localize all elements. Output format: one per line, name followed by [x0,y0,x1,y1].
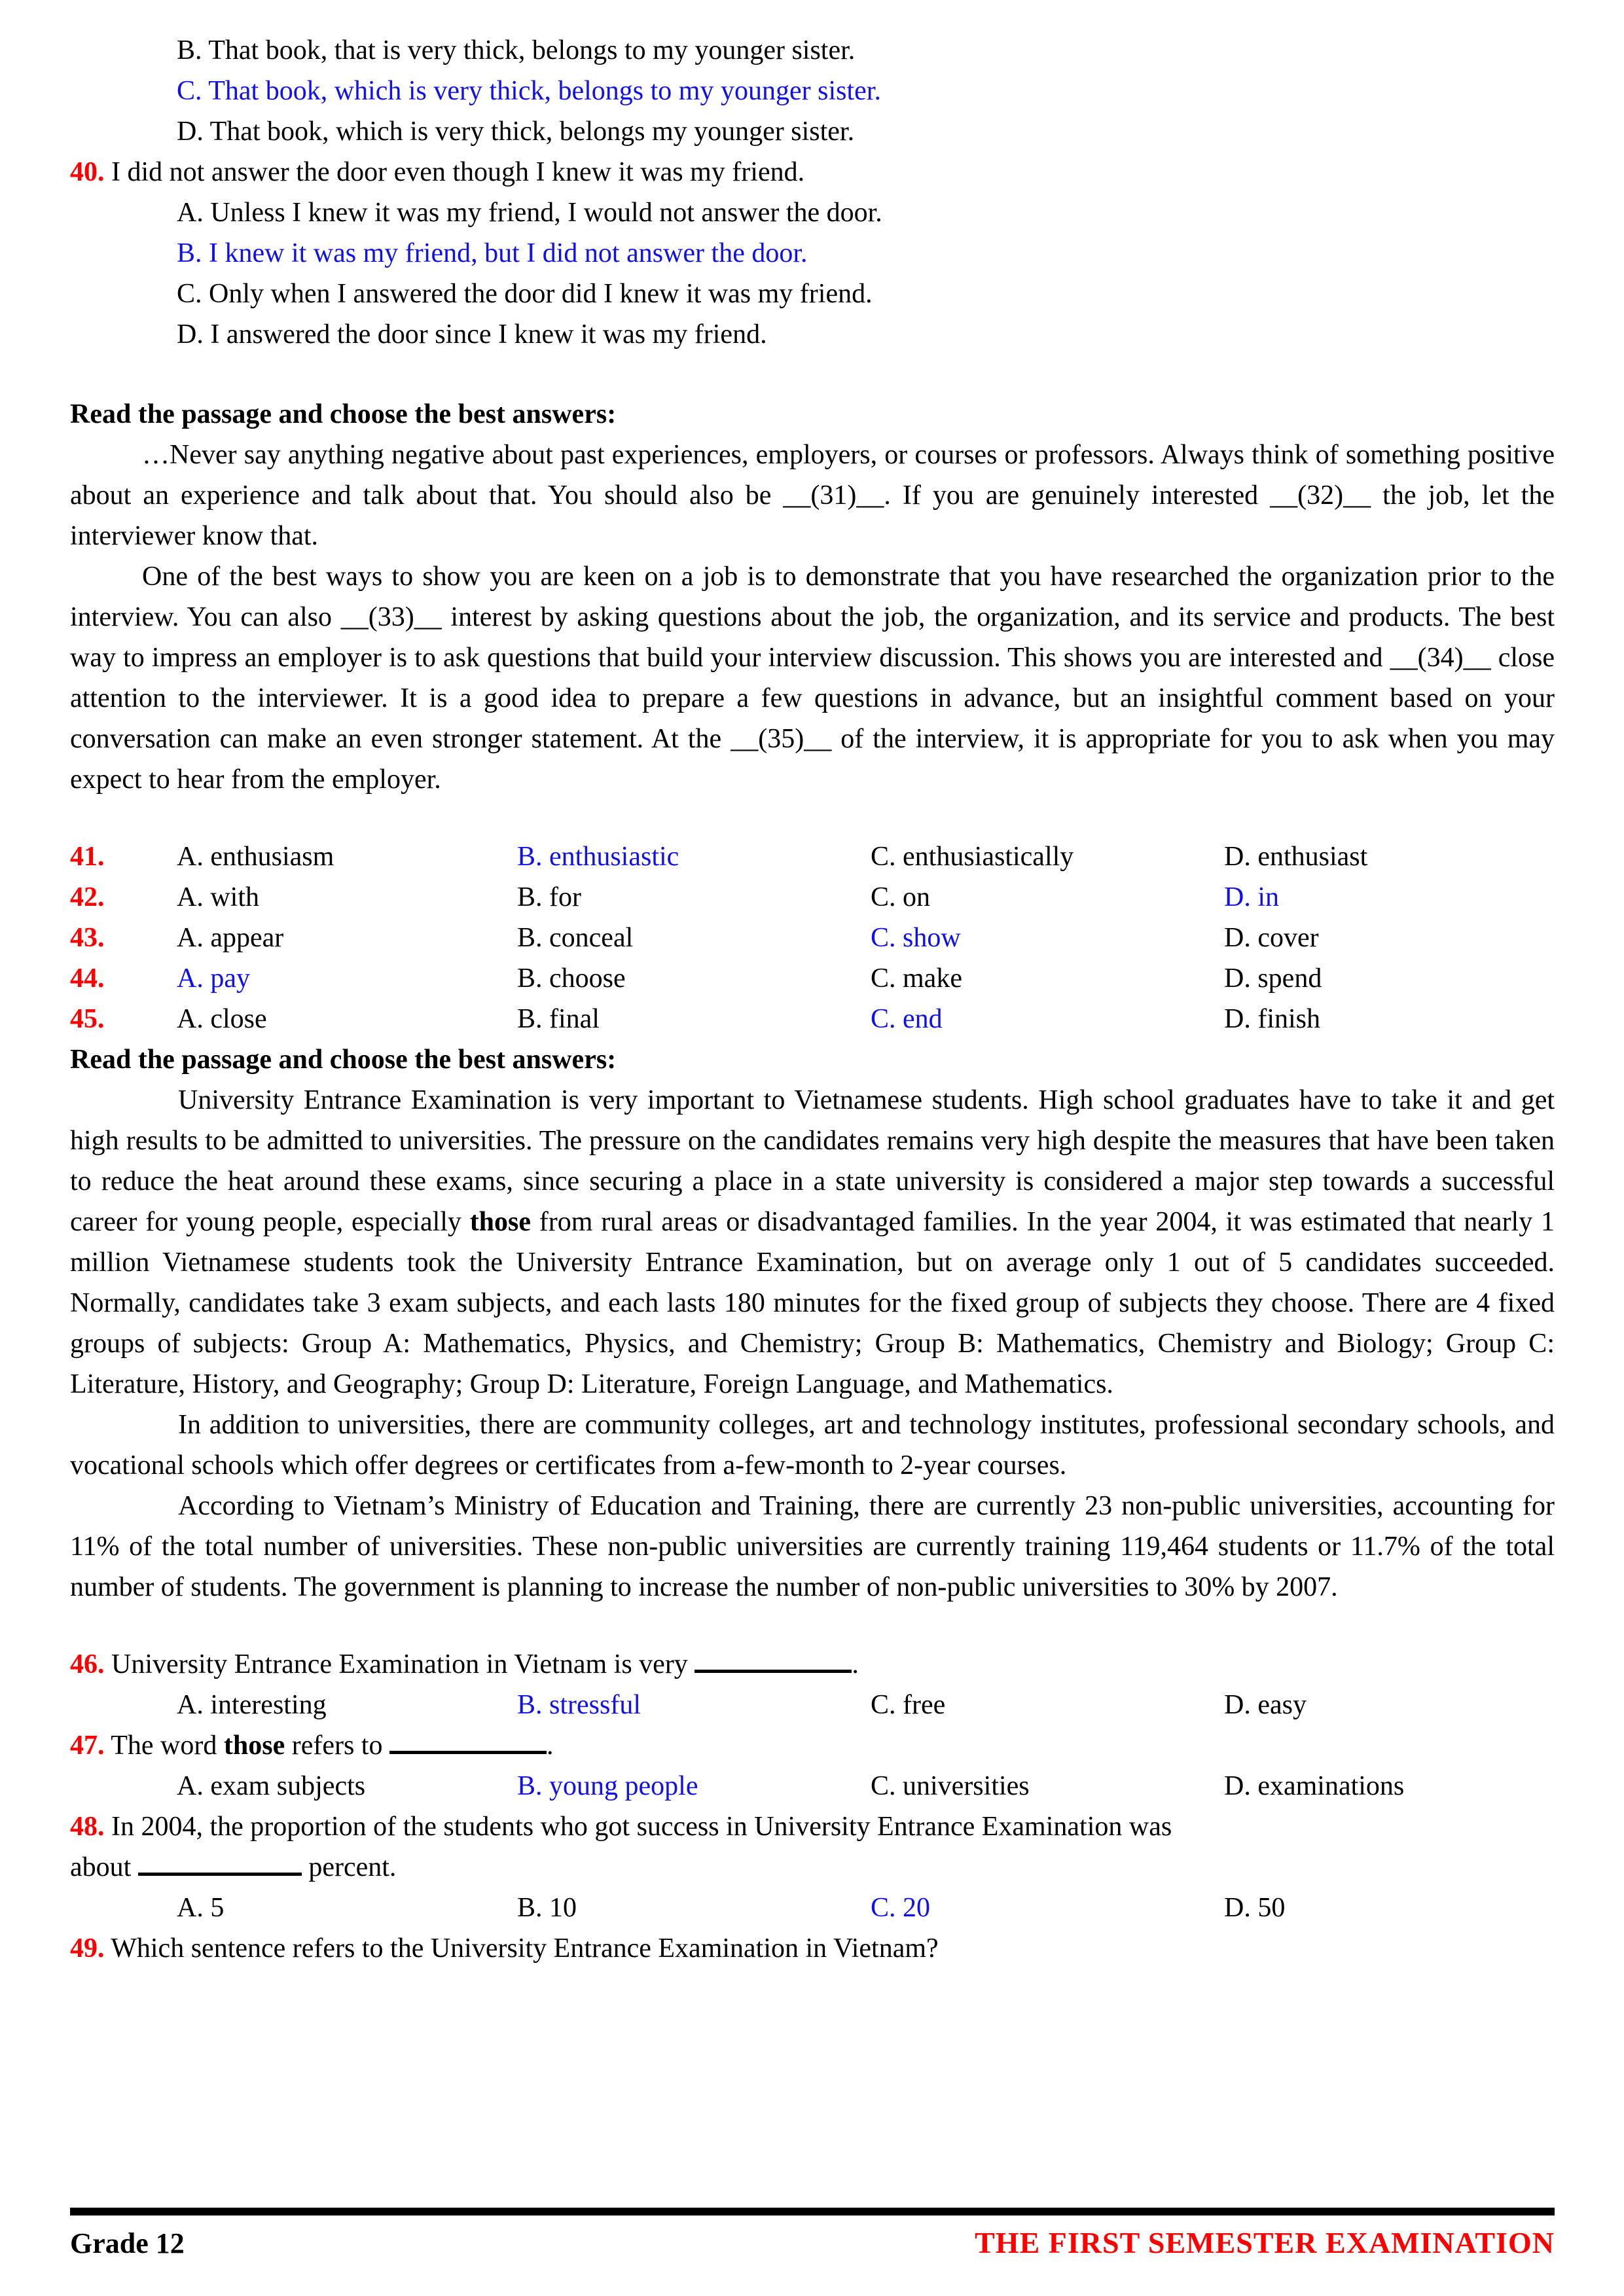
reading1-paragraph-2: One of the best ways to show you are keen on a job is to demonstrate that you have researched the organization prior to the interview. You can also __(33)__ interest by asking questions about the job, the organization, and its service and products. The best way to impress an employer is to ask questions that build your interview discussion. This shows you are interested and __(34)__ close attention to the interviewer. It is a good idea to prepare a few questions in advance, but an insightful comment based on your conversation can make an even stronger statement. At the __(35)__ of the interview, it is appropriate for you to ask when you may expect to hear from the employer. [70,562,1555,795]
reading2-paragraph-3: According to Vietnam’s Ministry of Education and Training, there are currently 23 non-public universities, accounting for 11% of the total number of universities. These non-public universities are currently training 119,464 students or 11.7% of the total number of students. The government is planning to increase the number of non-public universities to 30% by 2007. [70,1491,1555,1602]
question-number: 44. [70,963,105,994]
answer-option: C. Only when I answered the door did I knew it was my friend. [177,279,873,309]
mc-question-row [70,958,1555,999]
q46-options-row [177,1685,1555,1725]
question-text: In 2004, the proportion of the students who got success in University Entrance Examination was [111,1812,1172,1842]
question-number: 45. [70,1004,105,1034]
answer-option: B. for [517,882,581,912]
question-48 [70,1806,1555,1888]
answer-option: A. enthusiasm [177,842,334,872]
answer-option: D. in [1224,882,1279,912]
answer-option: C. end [871,1004,943,1034]
answer-option: C. make [871,963,962,994]
reading2-paragraph-1 [70,1080,1555,1405]
answer-option: B. enthusiastic [517,842,679,872]
q47-options-row [177,1766,1555,1806]
answer-option: C. That book, which is very thick, belongs to my younger sister. [177,76,881,106]
answer-option: D. spend [1224,963,1322,994]
answer-option: A. pay [177,963,250,994]
question-text: refers to [285,1731,389,1761]
answer-option: B. I knew it was my friend, but I did not answer the door. [177,238,808,268]
question-number: 43. [70,923,105,953]
question-number: 48. [70,1812,105,1842]
question-text: about [70,1852,138,1882]
questions-41-45 [70,836,1555,1039]
answer-option: C. universities [871,1771,1030,1801]
q48-options-row [177,1888,1555,1928]
answer-option: C. show [871,923,961,953]
question-number: 49. [70,1933,105,1964]
answer-option: B. final [517,1004,600,1034]
question-46 [70,1644,1555,1685]
question-number: 42. [70,882,105,912]
answer-option: C. free [871,1690,946,1720]
reading2-paragraph-2: In addition to universities, there are community colleges, art and technology institutes, professional secondary schools, and vocational schools which offer degrees or certificates from a-few-month to 2-year courses. [70,1410,1555,1480]
question-number: 40. [70,157,105,187]
passage-text: from rural areas or disadvantaged families. In the year 2004, it was estimated that nearly 1 million Vietnamese students took the University Entrance Examination, but on average only 1 out of 5 candidates succeeded. Normally, candidates take 3 exam subjects, and each lasts 180 minutes for the fixed group of subjects they choose. There are 4 fixed groups of subjects: Group A: Mathematics, Physics, and Chemistry; Group B: Mathematics, Chemistry and Biology; Group C: Literature, History, and Geography; Group D: Literature, Foreign Language, and Mathematics. [70,1207,1555,1399]
question-text: . [546,1731,554,1761]
question-text: percent. [301,1852,397,1882]
mc-question-row [70,877,1555,918]
answer-option: B. stressful [517,1690,641,1720]
answer-option: D. I answered the door since I knew it was my friend. [177,319,767,350]
question-40 [70,152,1555,192]
page-footer [70,2223,1555,2264]
bold-word-those: those [223,1731,285,1761]
question-number: 46. [70,1649,105,1679]
answer-option: D. That book, which is very thick, belongs my younger sister. [177,117,855,147]
question-text: Which sentence refers to the University Entrance Examination in Vietnam? [111,1933,939,1964]
answer-option: D. cover [1224,923,1319,953]
question-number: 47. [70,1731,105,1761]
q40-options-list [177,192,1555,355]
question-47 [70,1725,1555,1766]
reading1-heading: Read the passage and choose the best answers: [70,399,617,429]
answer-blank [695,1670,852,1673]
answer-option: B. young people [517,1771,698,1801]
answer-option: A. appear [177,923,284,953]
answer-option: D. examinations [1224,1771,1405,1801]
mc-question-row [70,836,1555,877]
answer-option: A. with [177,882,259,912]
answer-option: A. Unless I knew it was my friend, I would not answer the door. [177,198,882,228]
footer-exam-title: THE FIRST SEMESTER EXAMINATION [975,2226,1555,2259]
footer-rule [70,2208,1555,2215]
answer-option: D. enthusiast [1224,842,1368,872]
question-text: . [852,1649,859,1679]
question-number: 41. [70,842,105,872]
footer-grade-label: Grade 12 [70,2227,185,2259]
mc-question-row [70,999,1555,1039]
bold-word-those: those [469,1207,532,1237]
q39-options-list [177,30,1555,152]
answer-option: C. 20 [871,1893,931,1923]
answer-option: C. on [871,882,931,912]
answer-blank [138,1873,302,1876]
answer-option: C. enthusiastically [871,842,1074,872]
answer-option: D. easy [1224,1690,1307,1720]
mc-question-row [70,918,1555,958]
reading2-heading: Read the passage and choose the best answers: [70,1045,617,1075]
question-text: The word [111,1731,224,1761]
answer-option: A. close [177,1004,267,1034]
passage-text: University Entrance Examination is very important to Vietnamese students. High school graduates have to take it and get high results to be admitted to universities. The pressure on the candidates remains very high despite the measures that have been taken to reduce the heat around these exams, since securing a place in a state university is considered a major step towards a successful career for young people, especially [70,1085,1555,1237]
answer-option: D. finish [1224,1004,1320,1034]
reading1-paragraph-1: …Never say anything negative about past experiences, employers, or courses or professors. Always think of something positive about an experience and talk about that. You should also be __(31)__. If you are genuinely interested __(32)__ the job, let the interviewer know that. [70,440,1555,551]
question-text: University Entrance Examination in Vietnam is very [111,1649,695,1679]
answer-option: A. 5 [177,1893,225,1923]
answer-blank [389,1751,547,1754]
answer-option: B. That book, that is very thick, belongs to my younger sister. [177,35,856,65]
question-text: I did not answer the door even though I knew it was my friend. [111,157,805,187]
answer-option: B. conceal [517,923,634,953]
question-49 [70,1928,1555,1969]
answer-option: B. 10 [517,1893,577,1923]
answer-option: A. interesting [177,1690,327,1720]
answer-option: D. 50 [1224,1893,1286,1923]
answer-option: A. exam subjects [177,1771,366,1801]
answer-option: B. choose [517,963,626,994]
